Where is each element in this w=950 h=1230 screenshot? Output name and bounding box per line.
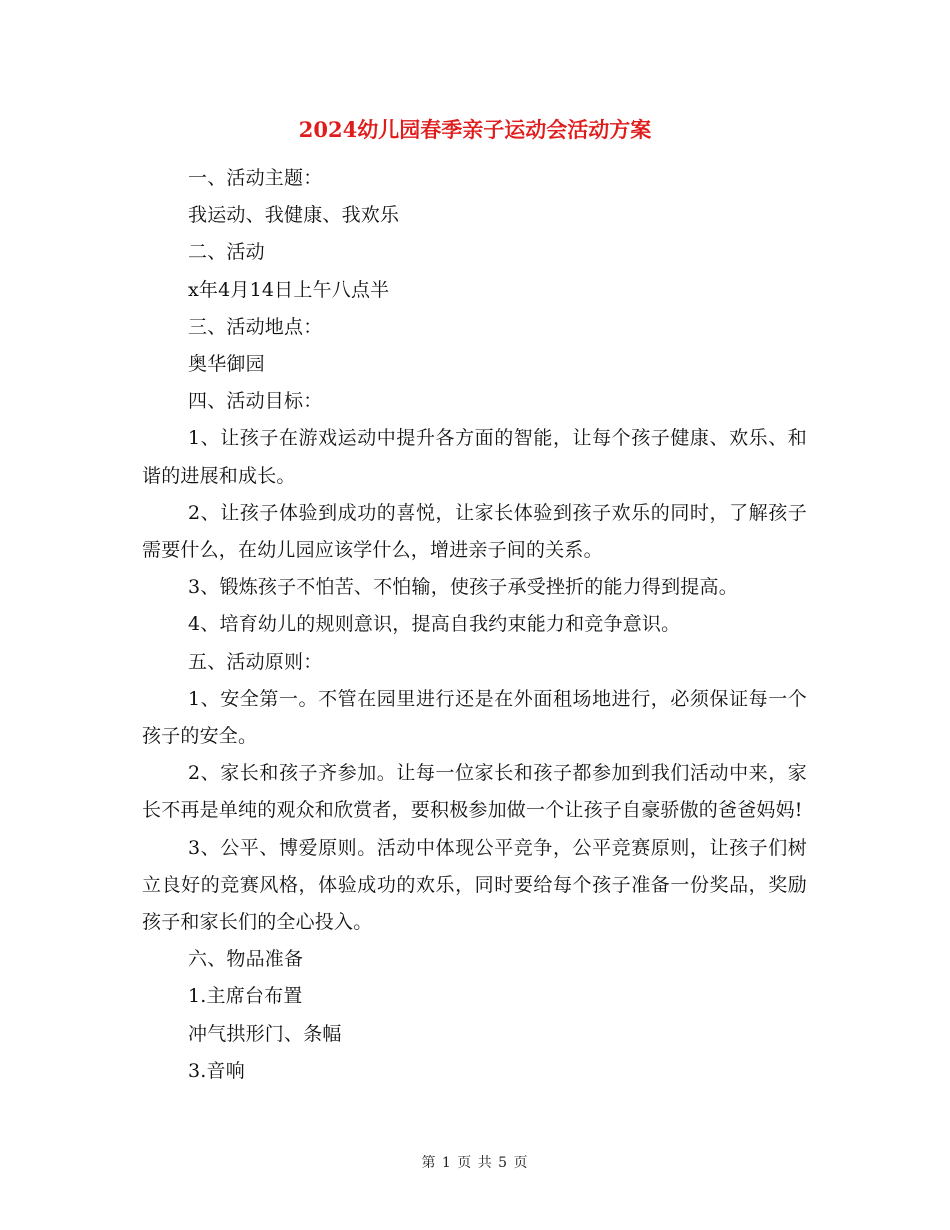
paragraph: 1、让孩子在游戏运动中提升各方面的智能，让每个孩子健康、欢乐、和谐的进展和成长。 (142, 427, 807, 487)
paragraph: 3.音响 (188, 1059, 245, 1082)
paragraph: 1.主席台布置 (188, 985, 303, 1008)
paragraph: 三、活动地点： (188, 315, 323, 338)
paragraph: 2、让孩子体验到成功的喜悦，让家长体验到孩子欢乐的同时，了解孩子需要什么，在幼儿园应该学什么，增进亲子间的关系。 (142, 501, 807, 562)
paragraph: 二、活动 (188, 241, 265, 264)
paragraph: 3、公平、博爱原则。活动中体现公平竞争，公平竞赛原则，让孩子们树立良好的竞赛风格，体验成功的欢乐，同时要给每个孩子准备一份奖品，奖励孩子和家长们的全心投入。 (142, 836, 807, 934)
document-title: 2024幼儿园春季亲子运动会活动方案 (298, 117, 652, 142)
document-body (142, 160, 807, 1090)
paragraph: 3、锻炼孩子不怕苦、不怕输，使孩子承受挫折的能力得到提高。 (188, 576, 738, 599)
paragraph: 2、家长和孩子齐参加。让每一位家长和孩子都参加到我们活动中来，家长不再是单纯的观众和欣赏者，要积极参加做一个让孩子自豪骄傲的爸爸妈妈! (142, 762, 807, 822)
paragraph: 六、物品准备 (188, 948, 304, 971)
paragraph: 1、安全第一。不管在园里进行还是在外面租场地进行，必须保证每一个孩子的安全。 (142, 687, 807, 748)
paragraph: 奥华御园 (188, 353, 265, 376)
paragraph: 我运动、我健康、我欢乐 (188, 204, 400, 227)
paragraph: 五、活动原则： (188, 650, 323, 673)
paragraph: 4、培育幼儿的规则意识，提高自我约束能力和竞争意识。 (188, 613, 681, 636)
paragraph: 四、活动目标： (188, 390, 323, 413)
paragraph: 一、活动主题： (188, 167, 323, 189)
paragraph: 冲气拱形门、条幅 (188, 1022, 342, 1045)
page-number-footer: 第 1 页 共 5 页 (421, 1155, 529, 1171)
paragraph: x年4月14日上午八点半 (188, 278, 390, 301)
